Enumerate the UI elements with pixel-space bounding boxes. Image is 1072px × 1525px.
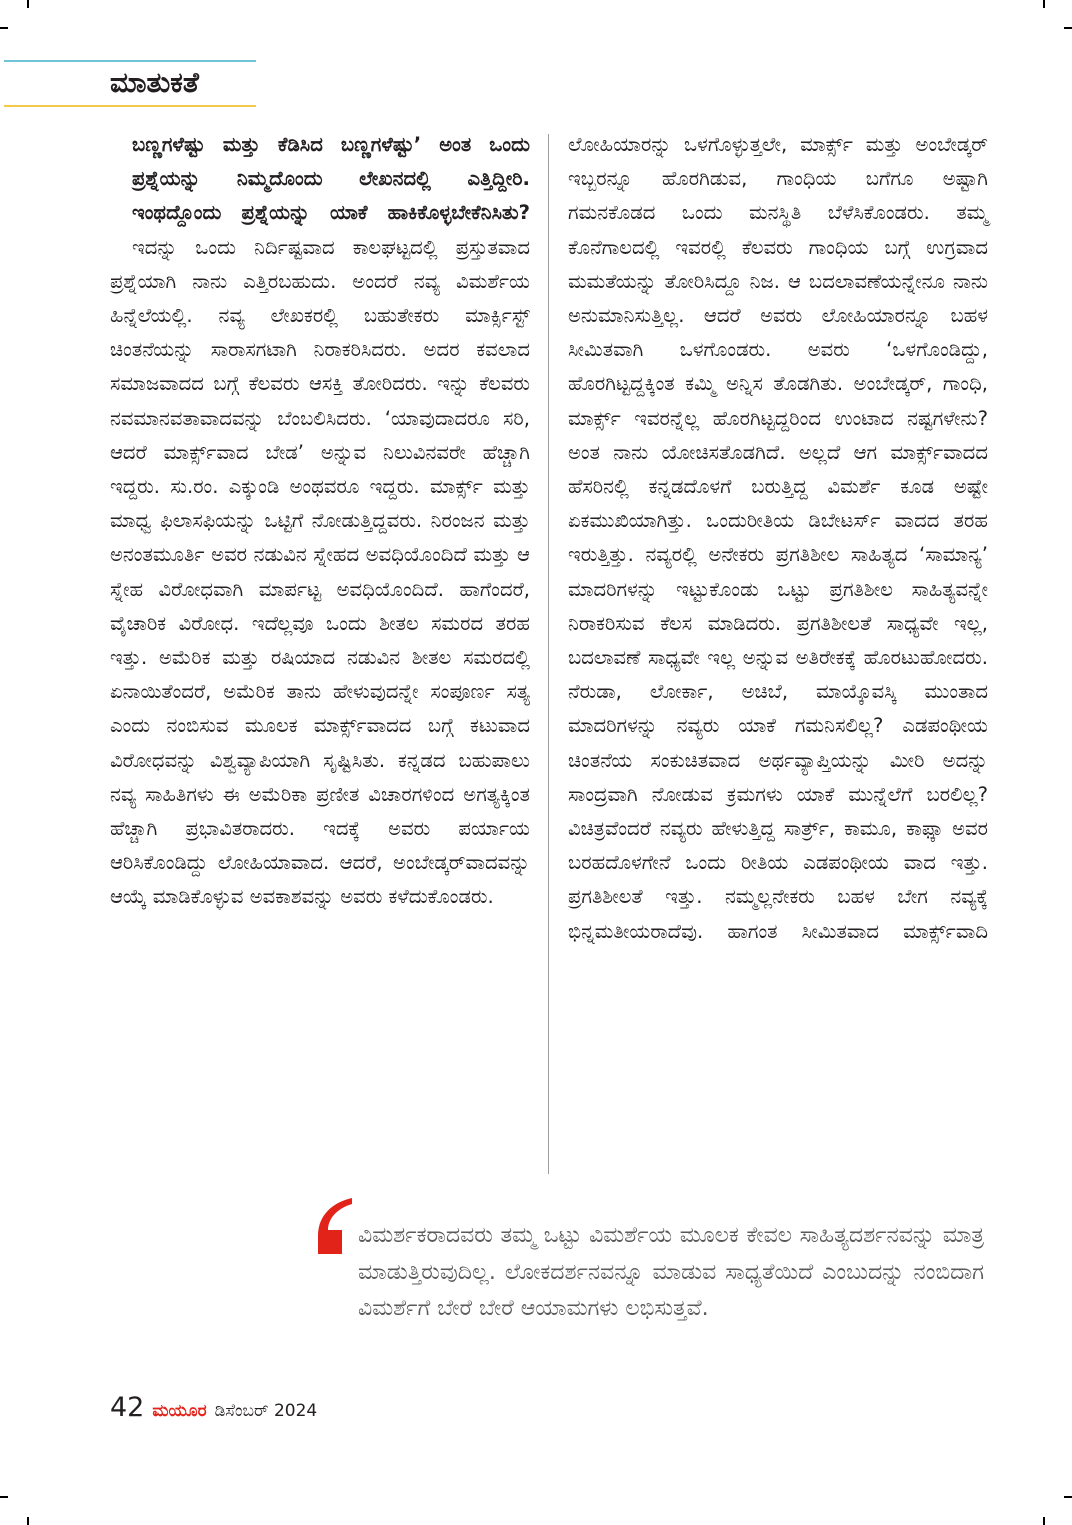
crop-mark bbox=[1064, 27, 1072, 29]
pull-quote bbox=[358, 1218, 984, 1328]
crop-mark bbox=[1043, 0, 1045, 8]
crop-mark bbox=[27, 0, 29, 8]
interview-question: ಬಣ್ಣಗಳೆಷ್ಟು ಮತ್ತು ಕೆಡಿಸಿದ ಬಣ್ಣಗಳೆಷ್ಟು’ ಅಂತ ಒಂದು ಪ್ರಶ್ನೆಯನ್ನು ನಿಮ್ಮದೊಂದು ಲೇಖನದಲ್ಲಿ ಎತ್ತಿದ್ದೀರಿ. ಇಂಥದ್ದೊಂದು ಪ್ರಶ್ನೆಯನ್ನು ಯಾಕೆ ಹಾಕಿಕೊಳ್ಳಬೇಕೆನಿಸಿತು? bbox=[132, 133, 530, 225]
crop-mark bbox=[1043, 1517, 1045, 1525]
left-column bbox=[110, 128, 530, 915]
column-divider bbox=[548, 134, 549, 1174]
right-column bbox=[568, 128, 988, 949]
section-title: ಮಾತುಕತೆ bbox=[110, 66, 199, 99]
crop-mark bbox=[0, 1496, 8, 1498]
interview-answer: ಇದನ್ನು ಒಂದು ನಿರ್ದಿಷ್ಟವಾದ ಕಾಲಘಟ್ಟದಲ್ಲಿ ಪ್ರಸ್ತುತವಾದ ಪ್ರಶ್ನೆಯಾಗಿ ನಾನು ಎತ್ತಿರಬಹುದು. ಅಂದರೆ ನವ್ಯ ವಿಮರ್ಶೆಯ ಹಿನ್ನೆಲೆಯಲ್ಲಿ. ನವ್ಯ ಲೇಖಕರಲ್ಲಿ ಬಹುತೇಕರು ಮಾರ್ಕ್ಸಿಸ್ಟ್ ಚಿಂತನೆಯನ್ನು ಸಾರಾಸಗಟಾಗಿ ನಿರಾಕರಿಸಿದರು. ಅದರ ಕವಲಾದ ಸಮಾಜವಾದದ ಬಗ್ಗೆ ಕೆಲವರು ಆಸಕ್ತಿ ತೋರಿದರು. ಇನ್ನು ಕೆಲವರು ನವಮಾನವತಾವಾದವನ್ನು ಬೆಂಬಲಿಸಿದರು. ‘ಯಾವುದಾದರೂ ಸರಿ, ಆದರೆ ಮಾರ್ಕ್ಸ್‌ವಾದ ಬೇಡ’ ಅನ್ನುವ ನಿಲುವಿನವರೇ ಹೆಚ್ಚಾಗಿ ಇದ್ದರು. ಸು.ರಂ. ಎಕ್ಕುಂಡಿ ಅಂಥವರೂ ಇದ್ದರು. ಮಾರ್ಕ್ಸ್ ಮತ್ತು ಮಾಧ್ವ ಫಿಲಾಸಫಿಯನ್ನು ಒಟ್ಟಿಗೆ ನೋಡುತ್ತಿದ್ದವರು. ನಿರಂಜನ ಮತ್ತು ಅನಂತಮೂರ್ತಿ ಅವರ ನಡುವಿನ ಸ್ನೇಹದ ಅವಧಿಯೊಂದಿದೆ ಮತ್ತು ಆ ಸ್ನೇಹ ವಿರೋಧವಾಗಿ ಮಾರ್ಪಟ್ಟ ಅವಧಿಯೊಂದಿದೆ. ಹಾಗೆಂದರೆ, ವೈಚಾರಿಕ ವಿರೋಧ. ಇದೆಲ್ಲವೂ ಒಂದು ಶೀತಲ ಸಮರದ ತರಹ ಇತ್ತು. ಅಮೆರಿಕ ಮತ್ತು ರಷಿಯಾದ ನಡುವಿನ ಶೀತಲ ಸಮರದಲ್ಲಿ ಏನಾಯಿತೆಂದರೆ, ಅಮೆರಿಕ ತಾನು ಹೇಳುವುದನ್ನೇ ಸಂಪೂರ್ಣ ಸತ್ಯ ಎಂದು ನಂಬಿಸುವ ಮೂಲಕ ಮಾರ್ಕ್ಸ್‌ವಾದದ ಬಗ್ಗೆ ಕಟುವಾದ ವಿರೋಧವನ್ನು ವಿಶ್ವವ್ಯಾಪಿಯಾಗಿ ಸೃಷ್ಟಿಸಿತು. ಕನ್ನಡದ ಬಹುಪಾಲು ನವ್ಯ ಸಾಹಿತಿಗಳು ಈ ಅಮೆರಿಕಾ ಪ್ರಣೀತ ವಿಚಾರಗಳಿಂದ ಅಗತ್ಯಕ್ಕಿಂತ ಹೆಚ್ಚಾಗಿ ಪ್ರಭಾವಿತರಾದರು. ಇದಕ್ಕೆ ಅವರು ಪರ್ಯಾಯ ಆರಿಸಿಕೊಂಡಿದ್ದು ಲೋಹಿಯಾವಾದ. ಆದರೆ, ಅಂಬೇಡ್ಕರ್‌ವಾದವನ್ನು ಆಯ್ಕೆ ಮಾಡಿಕೊಳ್ಳುವ ಅವಕಾಶವನ್ನು ಅವರು ಕಳೆದುಕೊಂಡರು. bbox=[110, 235, 530, 909]
magazine-brand: ಮಯೂರ bbox=[152, 1401, 207, 1421]
header-rule-bottom bbox=[4, 105, 256, 107]
page-number: 42 bbox=[110, 1392, 145, 1423]
answer-continuation: ಲೋಹಿಯಾರನ್ನು ಒಳಗೊಳ್ಳುತ್ತಲೇ, ಮಾರ್ಕ್ಸ್ ಮತ್ತು ಅಂಬೇಡ್ಕರ್ ಇಬ್ಬರನ್ನೂ ಹೊರಗಿಡುವ, ಗಾಂಧಿಯ ಬಗೆಗೂ ಅಷ್ಟಾಗಿ ಗಮನಕೊಡದ ಒಂದು ಮನಸ್ಥಿತಿ ಬೆಳೆಸಿಕೊಂಡರು. ತಮ್ಮ ಕೊನೆಗಾಲದಲ್ಲಿ ಇವರಲ್ಲಿ ಕೆಲವರು ಗಾಂಧಿಯ ಬಗ್ಗೆ ಉಗ್ರವಾದ ಮಮತೆಯನ್ನು ತೋರಿಸಿದ್ದೂ ನಿಜ. ಆ ಬದಲಾವಣೆಯನ್ನೇನೂ ನಾನು ಅನುಮಾನಿಸುತ್ತಿಲ್ಲ. ಆದರೆ ಅವರು ಲೋಹಿಯಾರನ್ನೂ ಬಹಳ ಸೀಮಿತವಾಗಿ ಒಳಗೊಂಡರು. ಅವರು ‘ಒಳಗೊಂಡಿದ್ದು, ಹೊರಗಿಟ್ಟದ್ದಕ್ಕಿಂತ ಕಮ್ಮಿ ಅನ್ನಿಸ ತೊಡಗಿತು. ಅಂಬೇಡ್ಕರ್, ಗಾಂಧಿ, ಮಾರ್ಕ್ಸ್ ಇವರನ್ನೆಲ್ಲ ಹೊರಗಿಟ್ಟದ್ದರಿಂದ ಉಂಟಾದ ನಷ್ಟಗಳೇನು? ಅಂತ ನಾನು ಯೋಚಿಸತೊಡಗಿದೆ. ಅಲ್ಲದೆ ಆಗ ಮಾರ್ಕ್ಸ್‌ವಾದದ ಹೆಸರಿನಲ್ಲಿ ಕನ್ನಡದೊಳಗೆ ಬರುತ್ತಿದ್ದ ವಿಮರ್ಶೆ ಕೂಡ ಅಷ್ಟೇ ಏಕಮುಖಿಯಾಗಿತ್ತು. ಒಂದುರೀತಿಯ ಡಿಬೇಟರ್ಸ್ ವಾದದ ತರಹ ಇರುತ್ತಿತ್ತು. ನವ್ಯರಲ್ಲಿ ಅನೇಕರು ಪ್ರಗತಿಶೀಲ ಸಾಹಿತ್ಯದ ‘ಸಾಮಾನ್ಯ’ ಮಾದರಿಗಳನ್ನು ಇಟ್ಟುಕೊಂಡು ಒಟ್ಟು ಪ್ರಗತಿಶೀಲ ಸಾಹಿತ್ಯವನ್ನೇ ನಿರಾಕರಿಸುವ ಕೆಲಸ ಮಾಡಿದರು. ಪ್ರಗತಿಶೀಲತೆ ಸಾಧ್ಯವೇ ಇಲ್ಲ, ಬದಲಾವಣೆ ಸಾಧ್ಯವೇ ಇಲ್ಲ ಅನ್ನುವ ಅತಿರೇಕಕ್ಕೆ ಹೊರಟುಹೋದರು. ನೆರುಡಾ, ಲೋರ್ಕಾ, ಅಚಿಬೆ, ಮಾಯ್ಕೊವಸ್ಕಿ ಮುಂತಾದ ಮಾದರಿಗಳನ್ನು ನವ್ಯರು ಯಾಕೆ ಗಮನಿಸಲಿಲ್ಲ? ಎಡಪಂಥೀಯ ಚಿಂತನೆಯ ಸಂಕುಚಿತವಾದ ಅರ್ಥವ್ಯಾಪ್ತಿಯನ್ನು ಮೀರಿ ಅದನ್ನು ಸಾಂದ್ರವಾಗಿ ನೋಡುವ ಕ್ರಮಗಳು ಯಾಕೆ ಮುನ್ನೆಲೆಗೆ ಬರಲಿಲ್ಲ? ವಿಚಿತ್ರವೆಂದರೆ ನವ್ಯರು ಹೇಳುತ್ತಿದ್ದ ಸಾರ್ತ್ರ್, ಕಾಮೂ, ಕಾಫ್ಕಾ ಅವರ ಬರಹದೊಳಗೇನೆ ಒಂದು ರೀತಿಯ ಎಡಪಂಥೀಯ ವಾದ ಇತ್ತು. ಪ್ರಗತಿಶೀಲತೆ ಇತ್ತು. ನಮ್ಮಲ್ಲನೇಕರು ಬಹಳ ಬೇಗ ನವ್ಯಕ್ಕೆ ಭಿನ್ನಮತೀಯರಾದೆವು. ಹಾಗಂತ ಸೀಮಿತವಾದ ಮಾರ್ಕ್ಸ್‌ವಾದಿ bbox=[568, 133, 988, 943]
header-rule-top bbox=[4, 60, 256, 62]
issue-date: ಡಿಸೆಂಬರ್ 2024 bbox=[214, 1401, 318, 1421]
crop-mark bbox=[0, 27, 8, 29]
pull-quote-text: ವಿಮರ್ಶಕರಾದವರು ತಮ್ಮ ಒಟ್ಟು ವಿಮರ್ಶೆಯ ಮೂಲಕ ಕೇವಲ ಸಾಹಿತ್ಯದರ್ಶನವನ್ನು ಮಾತ್ರ ಮಾಡುತ್ತಿರುವುದಿಲ್ಲ. ಲೋಕದರ್ಶನವನ್ನೂ ಮಾಡುವ ಸಾಧ್ಯತೆಯಿದೆ ಎಂಬುದನ್ನು ನಂಬಿದಾಗ ವಿಮರ್ಶೆಗೆ ಬೇರೆ ಬೇರೆ ಆಯಾಮಗಳು ಲಭಿಸುತ್ತವೆ. bbox=[358, 1223, 984, 1321]
crop-mark bbox=[1064, 1496, 1072, 1498]
crop-mark bbox=[27, 1517, 29, 1525]
page-footer bbox=[110, 1392, 317, 1428]
quote-mark-icon bbox=[312, 1196, 352, 1258]
